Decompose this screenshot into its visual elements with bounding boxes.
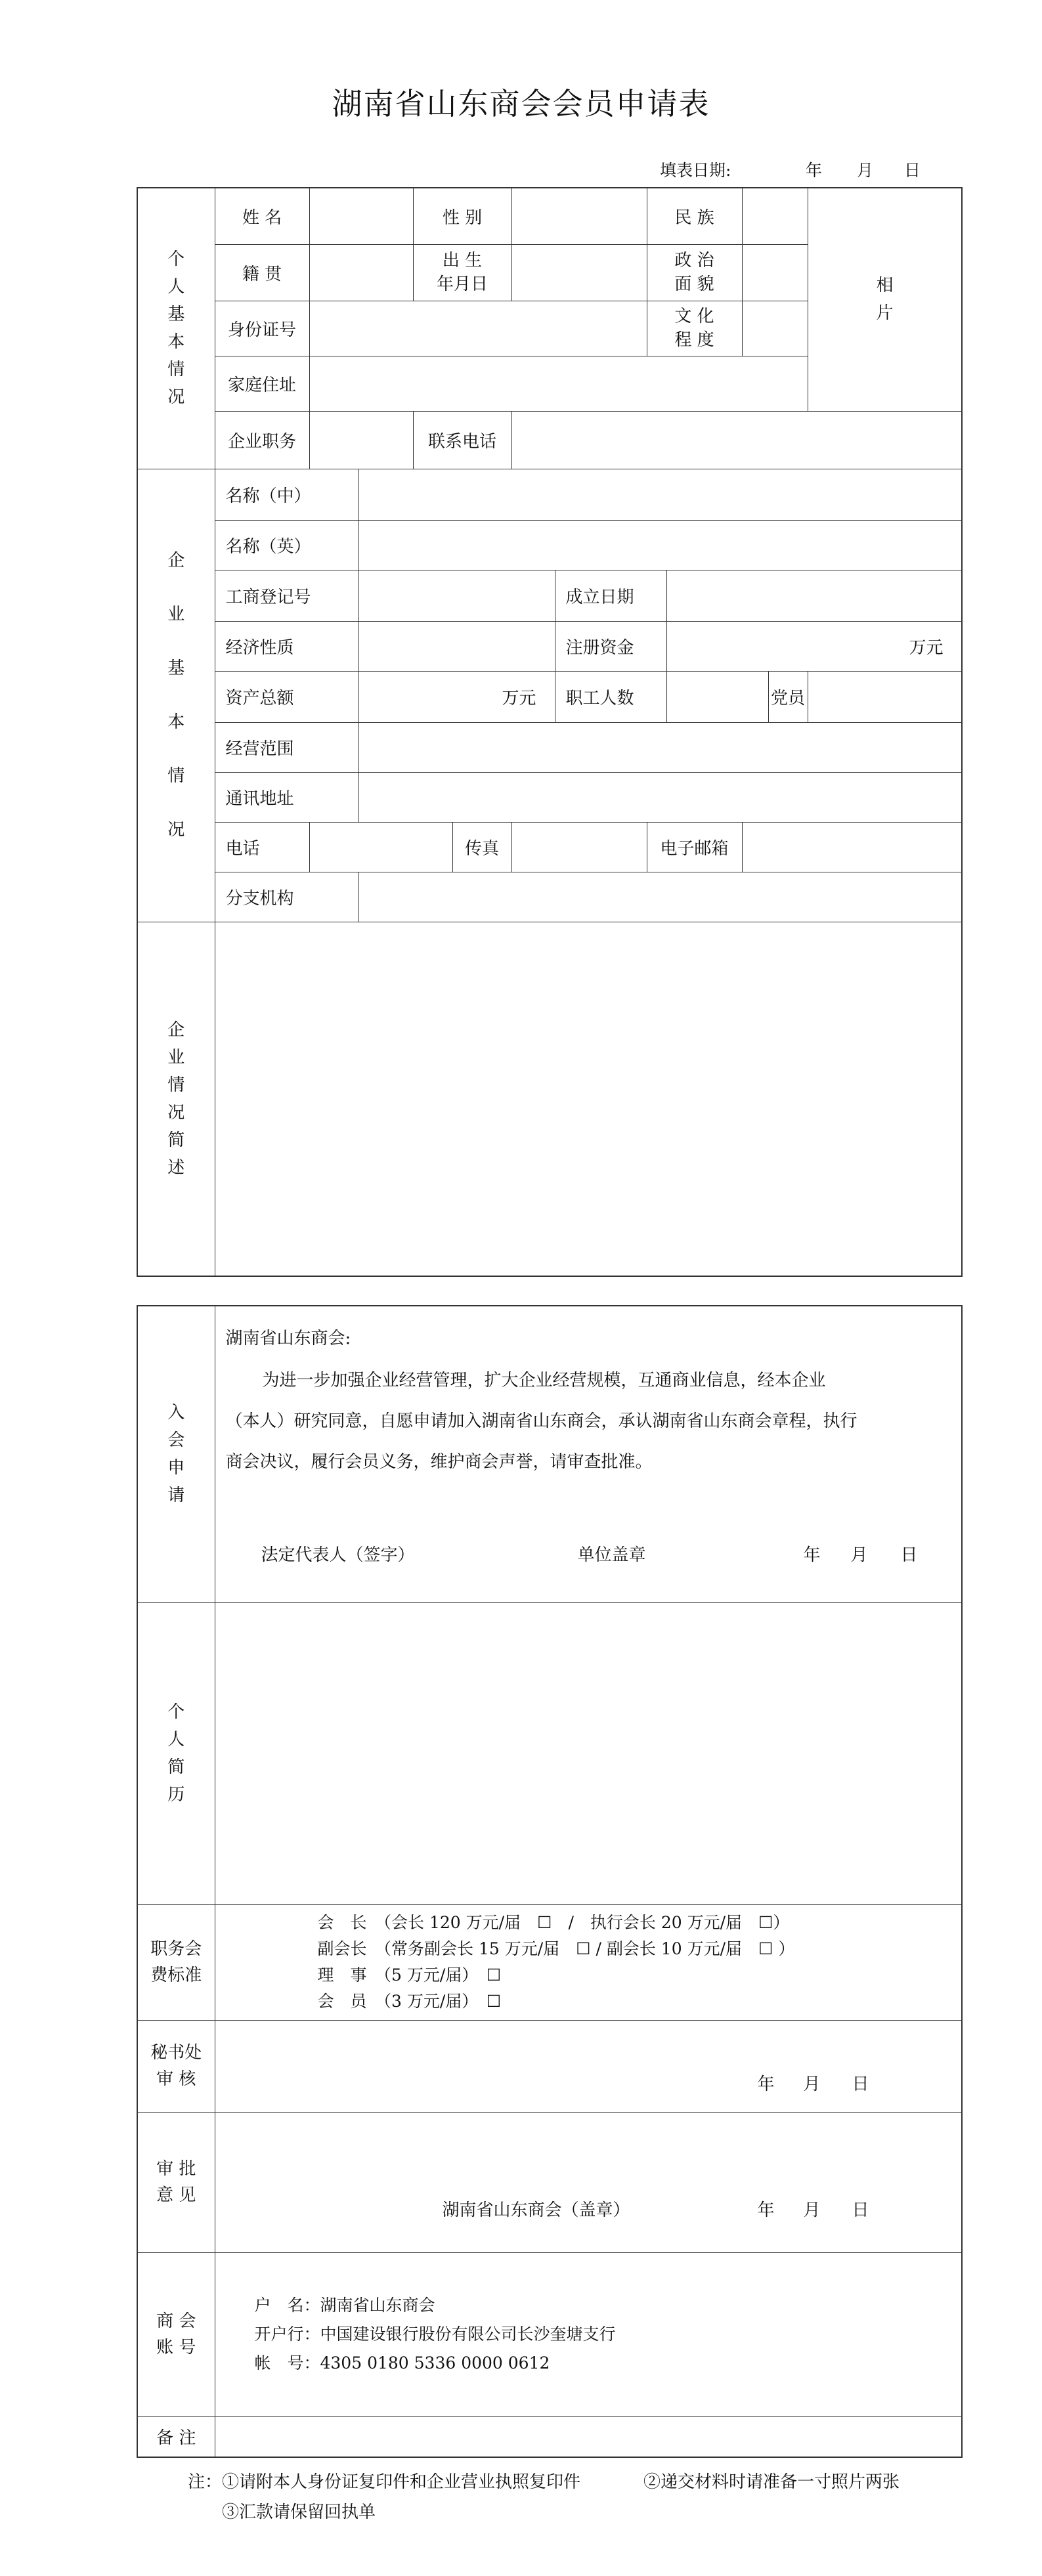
approval-label: 审 批 意 见 [137, 2112, 215, 2252]
approval-month: 月 [803, 2200, 821, 2220]
est-date-field[interactable] [666, 570, 962, 621]
ethnicity-label: 民 族 [647, 188, 742, 244]
remark-label: 备 注 [137, 2416, 215, 2457]
note-2: ②递交材料时请准备一寸照片两张 [643, 2472, 900, 2492]
business-scope-label: 经营范围 [215, 722, 358, 772]
email-field[interactable] [742, 822, 962, 872]
join-addressee: 湖南省山东商会: [225, 1329, 351, 1348]
branch-label: 分支机构 [215, 872, 358, 922]
total-assets-label: 资产总额 [215, 671, 358, 722]
join-application-cell [215, 1306, 962, 1602]
id-number-label: 身份证号 [215, 301, 309, 356]
fee-label: 职务会 费标准 [137, 1904, 215, 2020]
birth-date-label: 出 生 年月日 [413, 244, 511, 301]
name-field[interactable] [309, 188, 413, 244]
fax-label: 传真 [452, 822, 511, 872]
economic-nature-label: 经济性质 [215, 621, 358, 671]
native-place-field[interactable] [309, 244, 413, 301]
company-name-en-field[interactable] [358, 520, 962, 570]
business-reg-field[interactable] [358, 570, 555, 621]
staff-count-label: 职工人数 [555, 671, 666, 722]
fee-option-member[interactable]: 会 员 （3 万元/届） ☐ [317, 1992, 502, 2011]
education-label: 文 化 程 度 [647, 301, 742, 356]
secretariat-review-field[interactable] [215, 2020, 962, 2112]
economic-nature-field[interactable] [358, 621, 555, 671]
join-day: 日 [900, 1545, 918, 1565]
account-bank: 开户行：中国建设银行股份有限公司长沙奎塘支行 [254, 2325, 616, 2344]
account-holder: 户 名：湖南省山东商会 [254, 2296, 435, 2315]
secretariat-month: 月 [803, 2074, 821, 2094]
fax-field[interactable] [511, 822, 647, 872]
contact-phone-field[interactable] [511, 411, 962, 469]
party-member-field[interactable] [808, 671, 962, 722]
join-year: 年 [803, 1545, 821, 1565]
note-3: ③汇款请保留回执单 [222, 2502, 376, 2522]
fill-date-day: 日 [904, 161, 921, 180]
company-position-label: 企业职务 [215, 411, 309, 469]
approval-seal: 湖南省山东商会（盖章） [442, 2200, 630, 2220]
birth-date-field[interactable] [511, 244, 647, 301]
secretariat-year: 年 [757, 2074, 775, 2094]
business-scope-field[interactable] [358, 722, 962, 772]
page-title: 湖南省山东商会会员申请表 [332, 86, 710, 121]
company-section-label: 企 业 基 本 情 况 [137, 469, 215, 922]
join-month: 月 [850, 1545, 868, 1565]
company-name-cn-label: 名称（中） [215, 469, 358, 520]
resume-field[interactable] [215, 1602, 962, 1904]
join-line-3: 商会决议，履行会员义务，维护商会声誉，请审查批准。 [225, 1452, 653, 1472]
photo-box[interactable]: 相 片 [808, 188, 962, 411]
political-status-field[interactable] [742, 244, 808, 301]
ethnicity-field[interactable] [742, 188, 808, 244]
native-place-label: 籍 贯 [215, 244, 309, 301]
account-number: 帐 号：4305 0180 5336 0000 0612 [254, 2353, 550, 2372]
name-label: 姓 名 [215, 188, 309, 244]
gender-label: 性 别 [413, 188, 511, 244]
remark-field[interactable] [215, 2416, 962, 2457]
mailing-address-field[interactable] [358, 772, 962, 822]
email-label: 电子邮箱 [647, 822, 742, 872]
approval-year: 年 [757, 2200, 775, 2220]
fee-option-director[interactable]: 理 事 （5 万元/届） ☐ [317, 1965, 502, 1985]
fill-date-year: 年 [806, 161, 823, 180]
branch-field[interactable] [358, 872, 962, 922]
reg-capital-label: 注册资金 [555, 621, 666, 671]
join-section-label: 入 会 申 请 [137, 1306, 215, 1602]
company-name-en-label: 名称（英） [215, 520, 358, 570]
application-table-top [137, 187, 963, 1277]
contact-phone-label: 联系电话 [413, 411, 511, 469]
staff-count-field[interactable] [666, 671, 768, 722]
approval-opinion-field[interactable] [215, 2112, 962, 2252]
fill-date-label: 填表日期: [660, 161, 731, 180]
company-summary-field[interactable] [215, 922, 962, 1276]
gender-field[interactable] [511, 188, 647, 244]
legal-rep-signature[interactable]: 法定代表人（签字） [261, 1545, 415, 1565]
fill-date-month: 月 [857, 161, 874, 180]
home-address-field[interactable] [309, 356, 808, 411]
id-number-field[interactable] [309, 301, 647, 356]
fee-options [215, 1904, 962, 2020]
secretariat-label: 秘书处 审 核 [137, 2020, 215, 2112]
political-status-label: 政 治 面 貌 [647, 244, 742, 301]
company-position-field[interactable] [309, 411, 413, 469]
mailing-address-label: 通讯地址 [215, 772, 358, 822]
company-tel-field[interactable] [309, 822, 452, 872]
home-address-label: 家庭住址 [215, 356, 309, 411]
fee-option-president[interactable]: 会 长 （会长 120 万元/届 ☐ / 执行会长 20 万元/届 ☐） [317, 1913, 790, 1932]
personal-section-label: 个 人 基 本 情 况 [137, 188, 215, 469]
total-assets-field[interactable]: 万元 [358, 671, 555, 722]
note-1: 注：①请附本人身份证复印件和企业营业执照复印件 [188, 2472, 581, 2492]
account-info [215, 2252, 962, 2416]
fee-option-vice-president[interactable]: 副会长 （常务副会长 15 万元/届 ☐ / 副会长 10 万元/届 ☐ ） [317, 1939, 795, 1958]
education-field[interactable] [742, 301, 808, 356]
account-label: 商 会 账 号 [137, 2252, 215, 2416]
approval-day: 日 [852, 2200, 869, 2220]
unit-seal[interactable]: 单位盖章 [577, 1545, 646, 1565]
reg-capital-field[interactable]: 万元 [666, 621, 962, 671]
join-line-1: 为进一步加强企业经营管理，扩大企业经营规模，互通商业信息，经本企业 [262, 1371, 826, 1390]
est-date-label: 成立日期 [555, 570, 666, 621]
application-table-bottom [137, 1305, 963, 2458]
secretariat-day: 日 [852, 2074, 869, 2094]
company-name-cn-field[interactable] [358, 469, 962, 520]
party-member-label: 党员 [768, 671, 808, 722]
join-line-2: （本人）研究同意，自愿申请加入湖南省山东商会，承认湖南省山东商会章程，执行 [225, 1411, 857, 1431]
resume-section-label: 个 人 简 历 [137, 1602, 215, 1904]
company-tel-label: 电话 [215, 822, 309, 872]
summary-section-label: 企 业 情 况 简 述 [137, 922, 215, 1276]
business-reg-label: 工商登记号 [215, 570, 358, 621]
